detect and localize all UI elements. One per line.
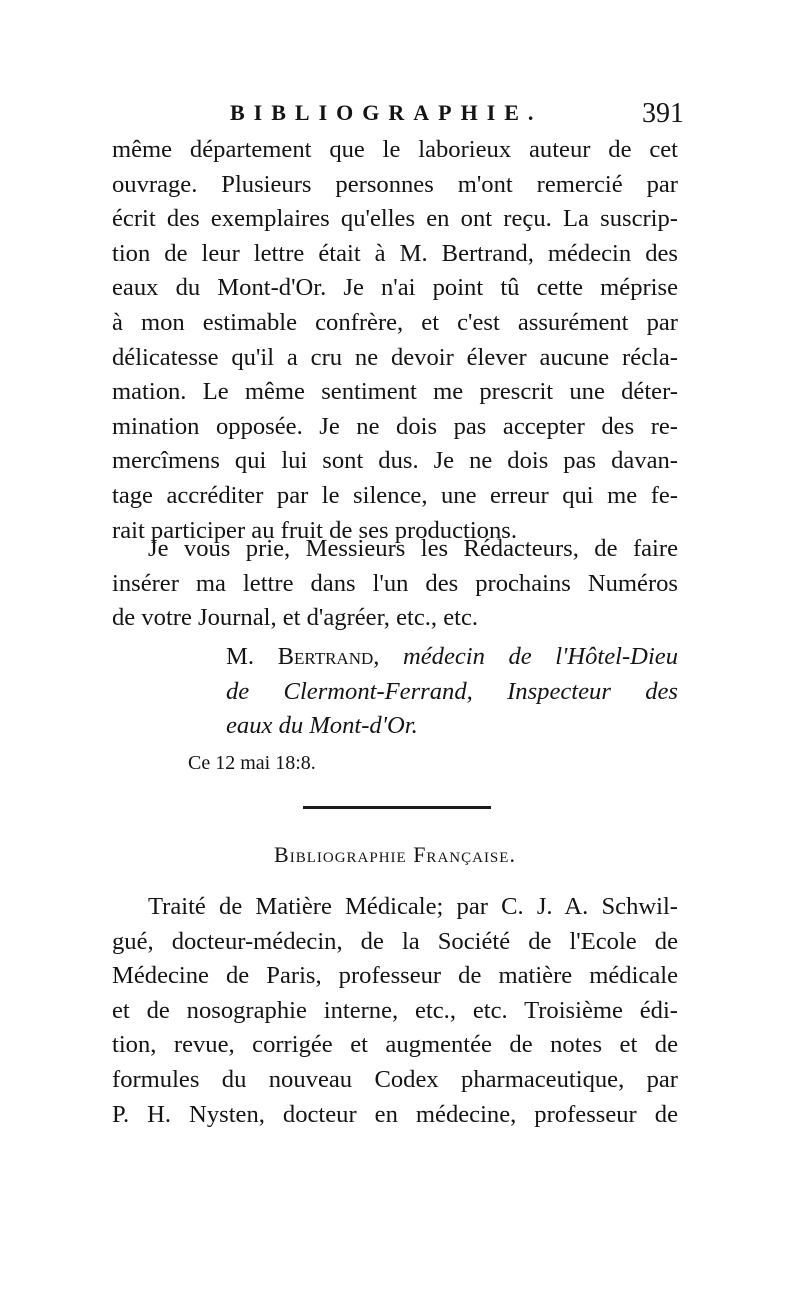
text-line: même département que le laborieux auteur de cet	[112, 136, 678, 163]
text-line: Médecine de Paris, professeur de matière médicale	[112, 962, 678, 990]
running-head: BIBLIOGRAPHIE.	[230, 100, 543, 125]
text-line: formules du nouveau Codex pharmaceutique, par	[112, 1065, 678, 1093]
text-line: Traité de Matière Médicale; par C. J. A. Schwil-	[148, 893, 678, 920]
signature-role: médecin de l'Hôtel-Dieu	[402, 643, 678, 670]
signature-role: eaux du Mont-d'Or.	[226, 712, 418, 740]
page-number: 391	[642, 98, 684, 129]
letter-paragraph	[112, 133, 678, 548]
text-line: mation. Le même sentiment me prescrit une déter-	[112, 378, 678, 406]
text-line: gué, docteur-médecin, de la Société de l'Ecole de	[112, 927, 678, 955]
text-line: eaux du Mont-d'Or. Je n'ai point tû cette méprise	[112, 274, 678, 302]
letter-date: Ce 12 mai 18:8.	[188, 752, 316, 774]
text-line: tion de leur lettre était à M. Bertrand, médecin des	[112, 239, 678, 267]
section-title: Bibliographie Française.	[274, 842, 516, 867]
text-line: mercîmens qui lui sont dus. Je ne dois pas davan-	[112, 447, 678, 475]
text-line: P. H. Nysten, docteur en médecine, professeur de	[112, 1100, 678, 1128]
text-line: et de nosographie interne, etc., etc. Troisième édi-	[112, 996, 678, 1024]
bibliography-entry	[112, 890, 678, 1132]
text-line: Je vous prie, Messieurs les Rédacteurs, de faire	[148, 535, 678, 562]
text-line: rait participer au fruit de ses productions.	[112, 516, 517, 544]
section-divider	[303, 806, 491, 809]
signature-role: de Clermont-Ferrand, Inspecteur des	[226, 677, 678, 705]
closing-paragraph	[112, 532, 678, 636]
text-line: tage accréditer par le silence, une erreur qui me fe-	[112, 481, 678, 509]
text-line: de votre Journal, et d'agréer, etc., etc.	[112, 604, 479, 632]
text-line: à mon estimable confrère, et c'est assurément par	[112, 308, 678, 336]
text-line: mination opposée. Je ne dois pas accepter des re-	[112, 412, 678, 440]
text-line: délicatesse qu'il a cru ne devoir élever aucune récla-	[112, 343, 678, 371]
signature-block	[226, 640, 678, 744]
page-header	[230, 98, 684, 134]
signature-name: M. Bertrand,	[226, 643, 380, 670]
text-line: tion, revue, corrigée et augmentée de notes et de	[112, 1031, 678, 1059]
text-line: écrit des exemplaires qu'elles en ont reçu. La suscrip-	[112, 205, 678, 233]
text-line: insérer ma lettre dans l'un des prochains Numéros	[112, 569, 678, 597]
text-line: ouvrage. Plusieurs personnes m'ont remercié par	[112, 170, 678, 198]
signature-line	[226, 640, 678, 675]
